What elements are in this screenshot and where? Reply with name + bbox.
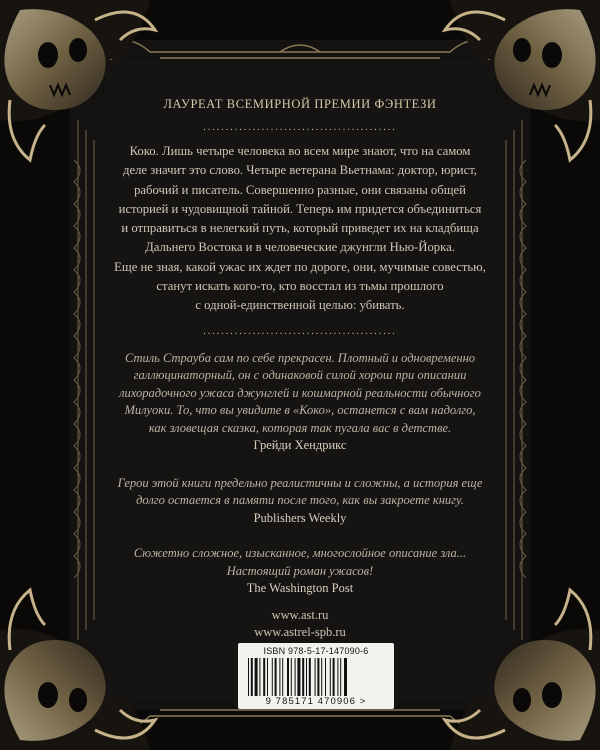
synopsis-line: станут искать кого-то, кто восстал из тьмы прошлого — [156, 279, 444, 294]
cover-text-block — [98, 86, 502, 598]
review-quote-line: лихорадочного ужаса джунглей и кошмарной реальности обычного — [119, 385, 481, 400]
synopsis-line: рабочий и писатель. Совершенно разные, они связаны общей — [134, 182, 466, 197]
synopsis-line: Дальнего Востока и в человеческие джунгли Нью-Йорка. — [145, 240, 455, 255]
review-quote-line: Настоящий роман ужасов! — [226, 563, 374, 578]
synopsis-line: с одной-единственной целью: убивать. — [195, 298, 405, 313]
award-heading: ЛАУРЕАТ ВСЕМИРНОЙ ПРЕМИИ ФЭНТЕЗИ — [163, 97, 437, 111]
isbn-text: ISBN 978-5-17-147090-6 — [263, 646, 369, 656]
separator-bottom: ........................................... — [203, 325, 397, 337]
review-quote-line: галлюцинаторный, он с одинаковой силой хорош при описании — [133, 368, 467, 383]
review-quote-line: Герои этой книги предельно реалистичны и сложны, а история еще — [117, 475, 483, 490]
review-publishers-weekly — [98, 475, 502, 528]
website-link-ast[interactable]: www.ast.ru — [271, 608, 329, 622]
website-link-astrel[interactable]: www.astrel-spb.ru — [254, 625, 346, 639]
review-quote-line: долго остается в памяти после того, как вы закроете книгу. — [136, 493, 464, 508]
review-author: Publishers Weekly — [253, 510, 347, 525]
review-quote-line: Стиль Страуба сам по себе прекрасен. Плотный и одновременно — [124, 350, 476, 365]
synopsis-line: деле значит это слово. Четыре ветерана Вьетнама: доктор, юрист, — [123, 163, 477, 178]
publisher-websites — [0, 607, 600, 641]
review-author: The Washington Post — [246, 581, 354, 596]
barcode-bars-icon — [246, 658, 386, 696]
synopsis-line: историей и чудовищной тайной. Теперь им придется объединиться — [118, 201, 482, 216]
synopsis-line: Коко. Лишь четыре человека во всем мире знают, что на самом — [129, 144, 471, 158]
separator-top: ........................................... — [203, 122, 397, 133]
synopsis-line: Еще не зная, какой ужас их ждет по дороге, они, мучимые совестью, — [114, 259, 486, 274]
review-washington-post — [98, 545, 502, 598]
review-hendrix — [98, 350, 502, 455]
review-quote-line: Сюжетно сложное, изысканное, многослойное описание зла... — [133, 546, 467, 561]
synopsis — [98, 142, 502, 316]
review-quote-line: как зловещая сказка, которая так пугала вас в детстве. — [148, 420, 452, 435]
barcode-digits: 9 785171 470906 > — [265, 696, 367, 707]
review-author: Грейди Хендрикс — [253, 438, 347, 453]
barcode-label — [238, 643, 394, 709]
synopsis-line: и отправиться в нелегкий путь, который приведет их на кладбища — [121, 221, 479, 236]
review-quote-line: Милуоки. То, что вы увидите в «Коко», останется с вам надолго, — [124, 403, 476, 418]
